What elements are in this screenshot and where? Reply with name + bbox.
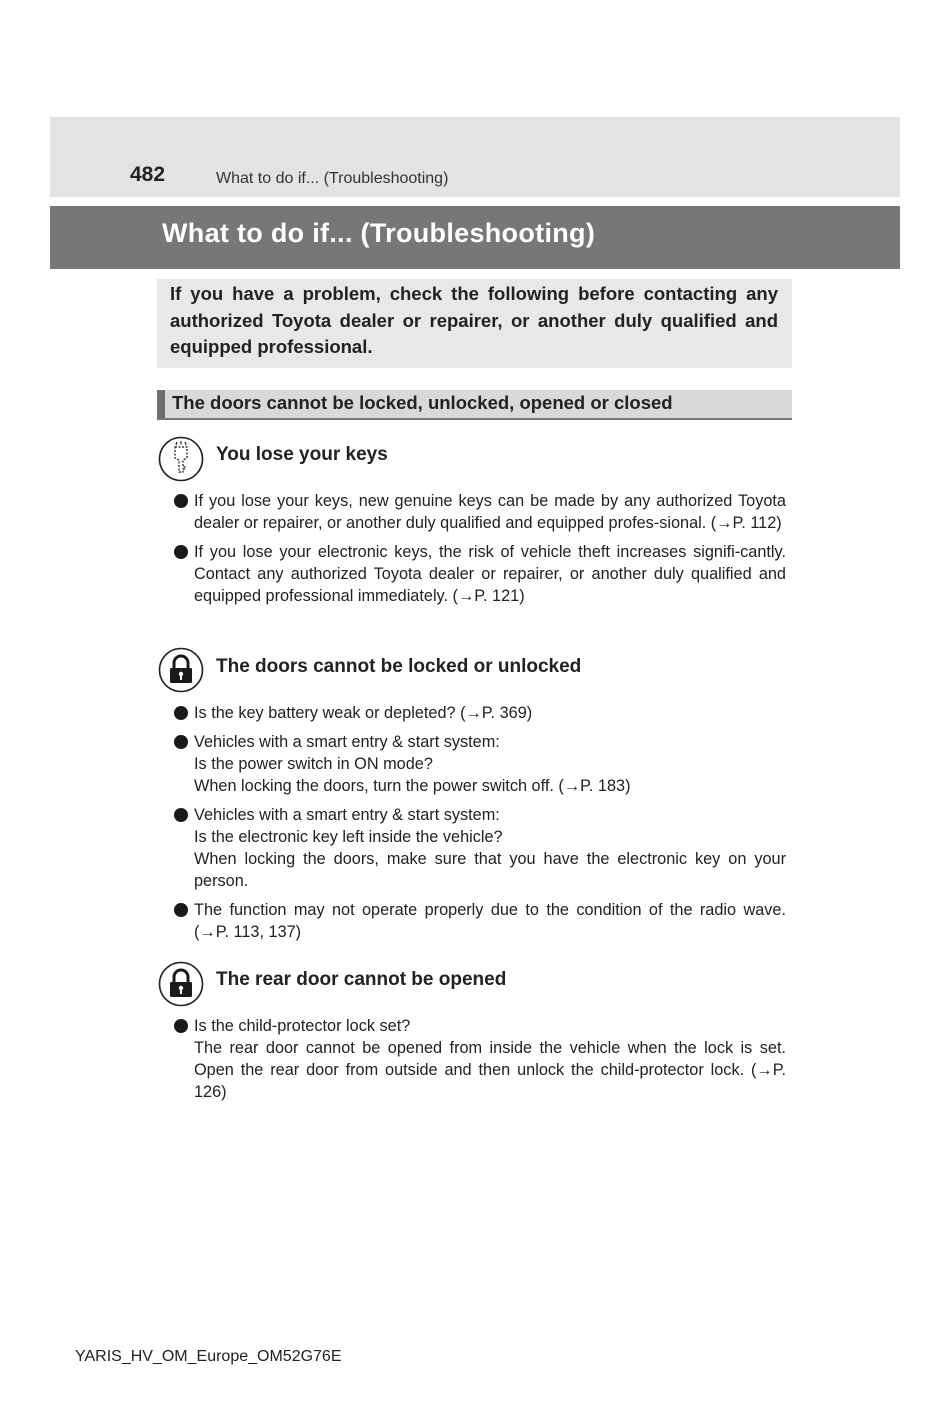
page-title: What to do if... (Troubleshooting) (162, 218, 596, 248)
header-band (50, 117, 900, 197)
bullet-icon (174, 706, 188, 720)
lock-icon (158, 961, 204, 1007)
section-accent (157, 390, 165, 418)
bullet-icon (174, 808, 188, 822)
list-item: Is the key battery weak or depleted? (→P. 369) (173, 702, 786, 724)
running-head: What to do if... (Troubleshooting) (216, 170, 449, 187)
subsection-title-lost-keys: You lose your keys (216, 444, 388, 465)
list-item: Vehicles with a smart entry & start system: Is the power switch in ON mode? When locking the doors, turn the power switch off. (→P. 183) (173, 731, 786, 797)
title-bar (50, 206, 900, 269)
list-item: If you lose your keys, new genuine keys can be made by any authorized Toyota dealer or repairer, or another duly qualified and equipped profes-sional. (→P. 112) (173, 490, 786, 534)
list-item: Is the child-protector lock set? The rear door cannot be opened from inside the vehicle when the lock is set. Open the rear door from outside and then unlock the child-protector lock. (→P. 126) (173, 1015, 786, 1103)
bullet-icon (174, 494, 188, 508)
bullet-list-lost-keys (173, 490, 786, 614)
bullet-list-doors-lock (173, 702, 786, 950)
bullet-icon (174, 903, 188, 917)
list-item: The function may not operate properly due to the condition of the radio wave. (→P. 113, 137) (173, 899, 786, 943)
key-icon (158, 436, 204, 482)
intro-text: If you have a problem, check the following before contacting any authorized Toyota dealer or repairer, or another duly qualified and equipped professional. (170, 283, 778, 357)
bullet-icon (174, 1019, 188, 1033)
section-heading: The doors cannot be locked, unlocked, opened or closed (172, 392, 673, 413)
bullet-list-rear-door (173, 1015, 786, 1110)
section-heading-bar (157, 390, 792, 420)
bullet-icon (174, 545, 188, 559)
footer-document-id: YARIS_HV_OM_Europe_OM52G76E (75, 1348, 342, 1365)
list-item: If you lose your electronic keys, the risk of vehicle theft increases signifi-cantly. Contact any authorized Toyota dealer or repairer, or another duly qualified and equipped professional immediately. (→P. 121) (173, 541, 786, 607)
page-number: 482 (130, 163, 166, 186)
intro-box (157, 279, 792, 368)
bullet-icon (174, 735, 188, 749)
subsection-title-rear-door: The rear door cannot be opened (216, 969, 507, 990)
list-item: Vehicles with a smart entry & start system: Is the electronic key left inside the vehicle? When locking the doors, make sure that you have the electronic key on your person. (173, 804, 786, 892)
subsection-title-doors-lock: The doors cannot be locked or unlocked (216, 656, 582, 677)
lock-icon (158, 647, 204, 693)
